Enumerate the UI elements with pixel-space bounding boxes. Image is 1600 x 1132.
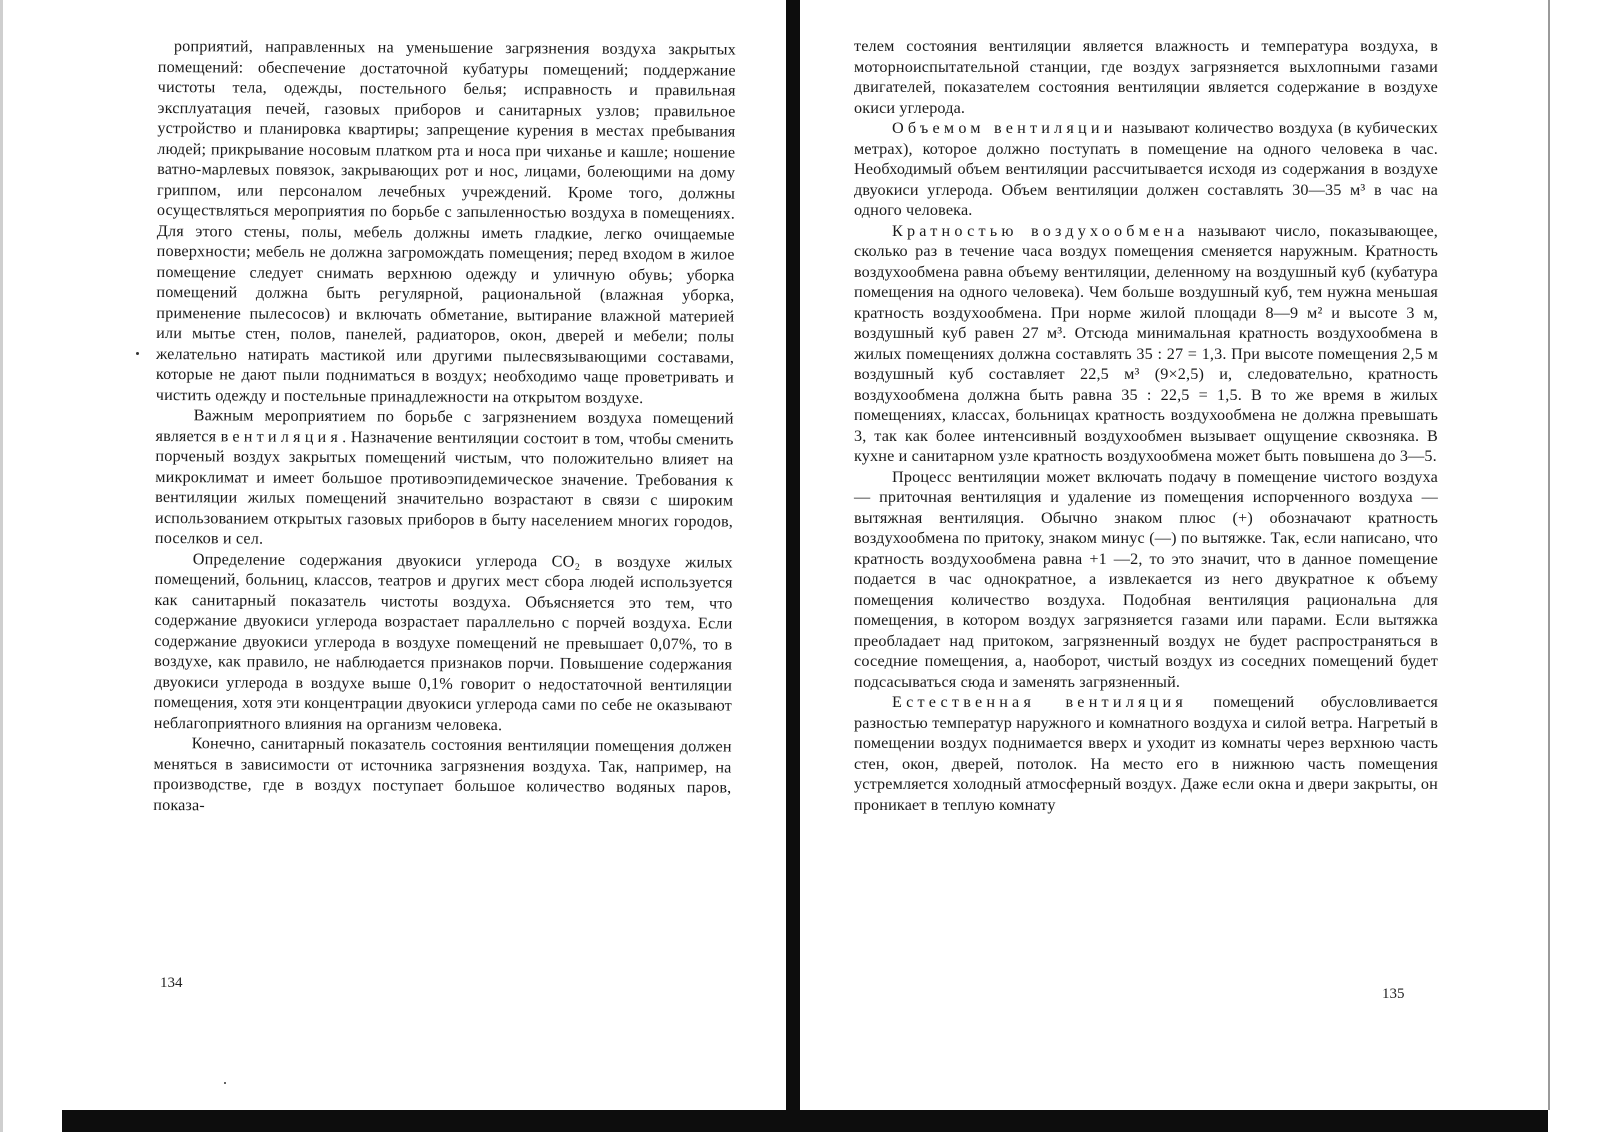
scan-edge-left xyxy=(0,0,3,1132)
paragraph: роприятий, направленных на уменьшение загрязнения воздуха закрытых помещений: обеспечение достаточной кубатуры помещений; поддержание чистоты тела, одежды, постельного белья; исправность и правильная эксплуатация печей, газовых приборов и санитарных узлов; правильное устройство и планировка квартиры; запрещение курения в местах пребывания людей; прикрывание носовым платком рта и носа при чиханье и кашле; ношение ватно-марлевых повязок, закрывающих рот и нос, лицами, болеющими на дому гриппом, или персоналом лечебных учреждений. Кроме того, должны осуществляться мероприятия по борьбе с запыленностью воздуха в помещениях. Для этого стены, полы, мебель должны иметь гладкие, легко очищаемые поверхности; мебель не должна загромождать помещения; перед входом в жилое помещение следует снимать верхнюю одежду и уличную обувь; уборка помещений должна быть регулярной, рациональной (влажная уборка, применение пылесосов) и включать обметание, вытирание влажной материей или мытье стен, полов, панелей, радиаторов, окон, дверей и мебели; полы желательно натирать мастикой или другими пылесвязывающими составами, которые не дают пыли подниматься в воздух; необходимо чаще проветривать и чистить одежду и постельные принадлежности на открытом воздухе. xyxy=(155,37,736,407)
paragraph: Естественная вентиляция помещений обусловливается разностью температур наружного и комнатного воздуха и силой ветра. Нагретый в помещении воздух поднимается вверх и уходит из комнаты через верхнюю часть стен, окон, дверей, потолок. На место его в нижнюю часть помещения устремляется холодный атмосферный воздух. Даже если окна и двери закрыты, он проникает в теплую комнату xyxy=(854,693,1439,814)
spaced-term: Кратностью воздухообмена xyxy=(892,221,1189,240)
paragraph: телем состояния вентиляции является влажность и температура воздуха, в моторноиспытательной станции, где воздух загрязняется выхлопными газами двигателей, показателем состояния вентиляции является содержание в воздухе окиси углерода. xyxy=(854,37,1438,117)
paragraph: Кратностью воздухообмена называют число, показывающее, сколько раз в течение часа воздух помещения сменяется наружным. Кратность воздухообмена равна объему вентиляции, деленному на воздушный куб (кубатура помещения на одного человека). Чем больше воздушный куб, тем нужна меньшая кратность воздухообмена. При норме жилой площади 8—9 м² и высоте 3 м, воздушный куб равен 27 м³. Отсюда минимальная кратность воздухообмена в жилых помещениях должна составлять 35 : 27 = 1,3. При высоте помещения 2,5 м воздушный куб составляет 22,5 м³ (9×2,5) и, следовательно, кратность воздухообмена должна быть равна 35 : 22,5 = 1,5. В то же время в жилых помещениях, классах, больницах кратность воздухообмена не должна превышать 3, так как более интенсивный воздухообмен вызывает ощущение сквозняка. В кухне и санитарном узле кратность воздухообмена может быть повышена до 3—5. xyxy=(854,221,1438,465)
left-page xyxy=(153,36,736,819)
page-number: 134 xyxy=(160,975,183,991)
scan-speck xyxy=(224,1082,226,1084)
paragraph: Процесс вентиляции может включать подачу в помещение чистого воздуха — приточная вентиляция и удаление из помещения испорченного воздуха — вытяжная вентиляция. Обычно знаком плюс (+) обозначают кратность воздухообмена по притоку, знаком минус (—) по вытяжке. Так, если написано, что кратность воздухообмена равна +1 —2, то это значит, что в данное помещение подается в час однократное, а извлекается из него двукратное к объему помещения количество воздуха. Подобная вентиляция рациональна для помещения, в котором воздух загрязняется газами или парами. Если вытяжка преобладает над притоком, загрязненный воздух не будет распространяться в соседние помещения, а, наоборот, чистый воздух из соседних помещений будет подсасываться сюда и заменять загрязненный. xyxy=(854,467,1438,691)
spaced-term: вентиляция xyxy=(220,426,343,446)
paragraph: Объемом вентиляции называют количество воздуха (в кубических метрах), которое должно поступать в помещение на одного человека в час. Необходимый объем вентиляции рассчитывается исходя из содержания в воздухе двуокиси углерода. Объем вентиляции должен составлять 30—35 м³ в час на одного человека. xyxy=(854,119,1438,219)
scan-bottom-border xyxy=(62,1110,1548,1132)
page-number: 135 xyxy=(1382,986,1405,1002)
paragraph: Важным мероприятием по борьбе с загрязнением воздуха помещений является вентиляция. Назначение вентиляции состоит в том, чтобы сменить порченый воздух закрытых помещений чистым, что положительно влияет на микроклимат и имеет большое противоэпидемическое значение. Требования к вентиляции жилых помещений значительно возрастают в связи с широким использованием открытых газовых приборов в быту населением многих городов, поселков и сел. xyxy=(154,406,734,548)
book-gutter xyxy=(786,0,800,1132)
scan-edge-right xyxy=(1548,0,1550,1110)
scan-speck xyxy=(136,352,139,355)
right-page xyxy=(854,36,1438,815)
spaced-term: Объемом вентиляции xyxy=(892,119,1117,137)
paragraph: Конечно, санитарный показатель состояния вентиляции помещения должен меняться в зависимости от источника загрязнения воздуха. Так, например, на производстве, где в воздух поступает большое количество водяных паров, показа- xyxy=(153,734,732,814)
paragraph: Определение содержания двуокиси углерода CO₂ в воздухе жилых помещений, больниц, классов, театров и других мест сбора людей используется как санитарный показатель чистоты воздуха. Объясняется это тем, что содержание двуокиси углерода возрастает параллельно с порчей воздуха. Если содержание двуокиси углерода в воздухе помещений не превышает 0,07%, то в воздухе, как правило, не наблюдается признаков порчи. Повышение содержания двуокиси углерода в воздухе выше 0,1% говорит о недостаточной вентиляции помещения, хотя эти концентрации двуокиси углерода сами по себе не оказывают неблагоприятного влияния на организм человека. xyxy=(153,549,733,734)
spaced-term: Естественная вентиляция xyxy=(892,693,1187,711)
